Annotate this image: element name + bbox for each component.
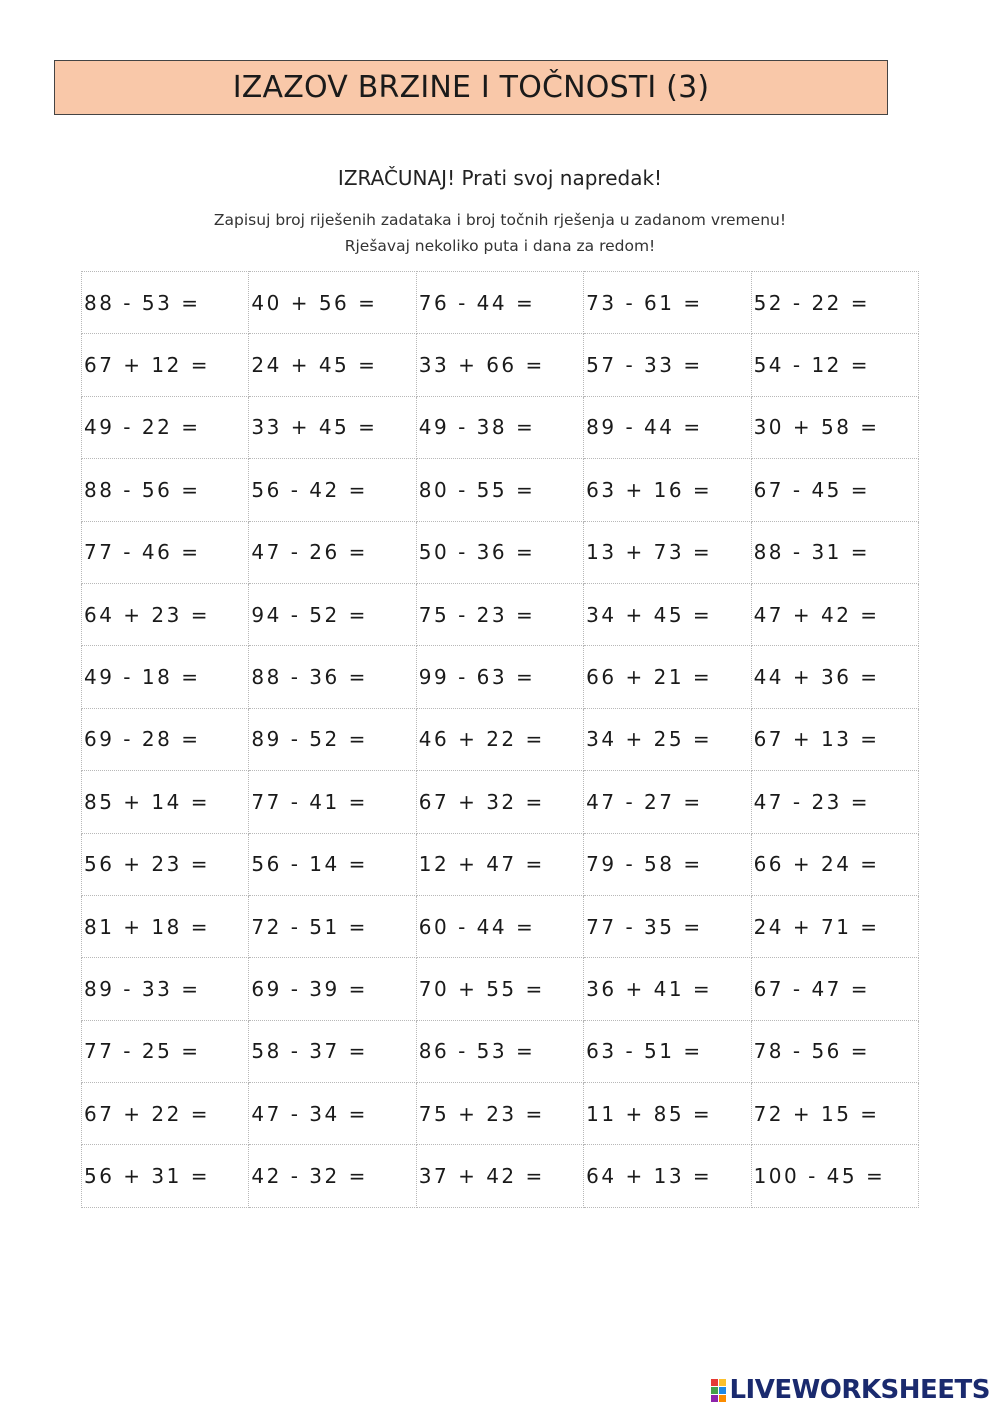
problem-cell[interactable]: 89 - 33 = bbox=[82, 958, 249, 1020]
problem-cell[interactable]: 33 + 66 = bbox=[416, 334, 583, 396]
problem-cell[interactable]: 30 + 58 = bbox=[751, 396, 918, 458]
problem-cell[interactable]: 85 + 14 = bbox=[82, 771, 249, 833]
logo-text: LIVEWORKSHEETS bbox=[729, 1375, 990, 1405]
problem-cell[interactable]: 47 - 26 = bbox=[249, 521, 416, 583]
problem-cell[interactable]: 64 + 23 = bbox=[82, 583, 249, 645]
problem-cell[interactable]: 76 - 44 = bbox=[416, 272, 583, 334]
problem-row bbox=[82, 521, 919, 583]
problem-cell[interactable]: 94 - 52 = bbox=[249, 583, 416, 645]
problem-cell[interactable]: 67 - 47 = bbox=[751, 958, 918, 1020]
instructions bbox=[0, 207, 1000, 259]
problem-cell[interactable]: 77 - 35 = bbox=[584, 895, 751, 957]
problem-cell[interactable]: 56 - 42 = bbox=[249, 459, 416, 521]
instructions-line-1: Zapisuj broj riješenih zadataka i broj točnih rješenja u zadanom vremenu! bbox=[213, 211, 787, 229]
problem-cell[interactable]: 63 + 16 = bbox=[584, 459, 751, 521]
problem-cell[interactable]: 12 + 47 = bbox=[416, 833, 583, 895]
problem-cell[interactable]: 33 + 45 = bbox=[249, 396, 416, 458]
problem-cell[interactable]: 73 - 61 = bbox=[584, 272, 751, 334]
problem-row bbox=[82, 1145, 919, 1207]
problem-cell[interactable]: 34 + 25 = bbox=[584, 708, 751, 770]
problem-cell[interactable]: 54 - 12 = bbox=[751, 334, 918, 396]
problem-cell[interactable]: 77 - 41 = bbox=[249, 771, 416, 833]
logo-square bbox=[719, 1387, 726, 1394]
logo-square bbox=[711, 1379, 718, 1386]
instructions-line-2: Rješavaj nekoliko puta i dana za redom! bbox=[344, 237, 656, 255]
problem-cell[interactable]: 75 - 23 = bbox=[416, 583, 583, 645]
problem-cell[interactable]: 47 - 23 = bbox=[751, 771, 918, 833]
logo-square bbox=[711, 1387, 718, 1394]
problem-cell[interactable]: 67 + 32 = bbox=[416, 771, 583, 833]
problem-cell[interactable]: 88 - 53 = bbox=[82, 272, 249, 334]
subtitle: IZRAČUNAJ! Prati svoj napredak! bbox=[337, 166, 663, 190]
problem-cell[interactable]: 88 - 56 = bbox=[82, 459, 249, 521]
problem-cell[interactable]: 47 - 34 = bbox=[249, 1083, 416, 1145]
problem-cell[interactable]: 11 + 85 = bbox=[584, 1083, 751, 1145]
problem-cell[interactable]: 67 + 13 = bbox=[751, 708, 918, 770]
problem-cell[interactable]: 66 + 21 = bbox=[584, 646, 751, 708]
liveworksheets-logo bbox=[711, 1375, 990, 1405]
problem-cell[interactable]: 81 + 18 = bbox=[82, 895, 249, 957]
problem-cell[interactable]: 49 - 22 = bbox=[82, 396, 249, 458]
problem-row bbox=[82, 396, 919, 458]
problem-cell[interactable]: 72 - 51 = bbox=[249, 895, 416, 957]
page-title: IZAZOV BRZINE I TOČNOSTI (3) bbox=[232, 70, 710, 105]
problem-cell[interactable]: 47 - 27 = bbox=[584, 771, 751, 833]
problem-cell[interactable]: 36 + 41 = bbox=[584, 958, 751, 1020]
problem-row bbox=[82, 646, 919, 708]
problem-row bbox=[82, 1083, 919, 1145]
problem-cell[interactable]: 77 - 46 = bbox=[82, 521, 249, 583]
problem-cell[interactable]: 100 - 45 = bbox=[751, 1145, 918, 1207]
problem-cell[interactable]: 89 - 44 = bbox=[584, 396, 751, 458]
problem-row bbox=[82, 833, 919, 895]
problem-cell[interactable]: 78 - 56 = bbox=[751, 1020, 918, 1082]
problem-cell[interactable]: 40 + 56 = bbox=[249, 272, 416, 334]
problem-cell[interactable]: 46 + 22 = bbox=[416, 708, 583, 770]
problem-cell[interactable]: 60 - 44 = bbox=[416, 895, 583, 957]
problem-cell[interactable]: 69 - 39 = bbox=[249, 958, 416, 1020]
problem-cell[interactable]: 13 + 73 = bbox=[584, 521, 751, 583]
problem-cell[interactable]: 49 - 38 = bbox=[416, 396, 583, 458]
problem-cell[interactable]: 37 + 42 = bbox=[416, 1145, 583, 1207]
logo-square bbox=[719, 1379, 726, 1386]
problem-cell[interactable]: 56 + 31 = bbox=[82, 1145, 249, 1207]
problem-cell[interactable]: 72 + 15 = bbox=[751, 1083, 918, 1145]
problem-cell[interactable]: 99 - 63 = bbox=[416, 646, 583, 708]
problem-cell[interactable]: 57 - 33 = bbox=[584, 334, 751, 396]
problem-cell[interactable]: 47 + 42 = bbox=[751, 583, 918, 645]
problem-cell[interactable]: 24 + 45 = bbox=[249, 334, 416, 396]
problem-cell[interactable]: 52 - 22 = bbox=[751, 272, 918, 334]
problem-cell[interactable]: 56 - 14 = bbox=[249, 833, 416, 895]
problem-row bbox=[82, 771, 919, 833]
problem-cell[interactable]: 88 - 31 = bbox=[751, 521, 918, 583]
problem-row bbox=[82, 334, 919, 396]
problem-cell[interactable]: 49 - 18 = bbox=[82, 646, 249, 708]
problem-cell[interactable]: 44 + 36 = bbox=[751, 646, 918, 708]
problem-grid bbox=[81, 271, 919, 1208]
problem-cell[interactable]: 86 - 53 = bbox=[416, 1020, 583, 1082]
logo-square bbox=[711, 1395, 718, 1402]
problem-cell[interactable]: 66 + 24 = bbox=[751, 833, 918, 895]
problem-cell[interactable]: 67 - 45 = bbox=[751, 459, 918, 521]
logo-square bbox=[719, 1395, 726, 1402]
problem-cell[interactable]: 64 + 13 = bbox=[584, 1145, 751, 1207]
title-banner bbox=[54, 60, 888, 115]
problem-row bbox=[82, 1020, 919, 1082]
problem-cell[interactable]: 63 - 51 = bbox=[584, 1020, 751, 1082]
problem-cell[interactable]: 50 - 36 = bbox=[416, 521, 583, 583]
problem-cell[interactable]: 75 + 23 = bbox=[416, 1083, 583, 1145]
logo-icon bbox=[711, 1379, 726, 1402]
problem-cell[interactable]: 58 - 37 = bbox=[249, 1020, 416, 1082]
problem-cell[interactable]: 70 + 55 = bbox=[416, 958, 583, 1020]
problem-cell[interactable]: 79 - 58 = bbox=[584, 833, 751, 895]
problem-cell[interactable]: 42 - 32 = bbox=[249, 1145, 416, 1207]
problem-cell[interactable]: 67 + 22 = bbox=[82, 1083, 249, 1145]
problem-row bbox=[82, 272, 919, 334]
problem-cell[interactable]: 34 + 45 = bbox=[584, 583, 751, 645]
problem-cell[interactable]: 67 + 12 = bbox=[82, 334, 249, 396]
problem-row bbox=[82, 459, 919, 521]
problem-cell[interactable]: 24 + 71 = bbox=[751, 895, 918, 957]
problem-cell[interactable]: 69 - 28 = bbox=[82, 708, 249, 770]
problem-row bbox=[82, 895, 919, 957]
problem-cell[interactable]: 88 - 36 = bbox=[249, 646, 416, 708]
problem-cell[interactable]: 80 - 55 = bbox=[416, 459, 583, 521]
problem-cell[interactable]: 89 - 52 = bbox=[249, 708, 416, 770]
problem-cell[interactable]: 56 + 23 = bbox=[82, 833, 249, 895]
problem-cell[interactable]: 77 - 25 = bbox=[82, 1020, 249, 1082]
problem-row bbox=[82, 583, 919, 645]
problem-row bbox=[82, 708, 919, 770]
problem-row bbox=[82, 958, 919, 1020]
